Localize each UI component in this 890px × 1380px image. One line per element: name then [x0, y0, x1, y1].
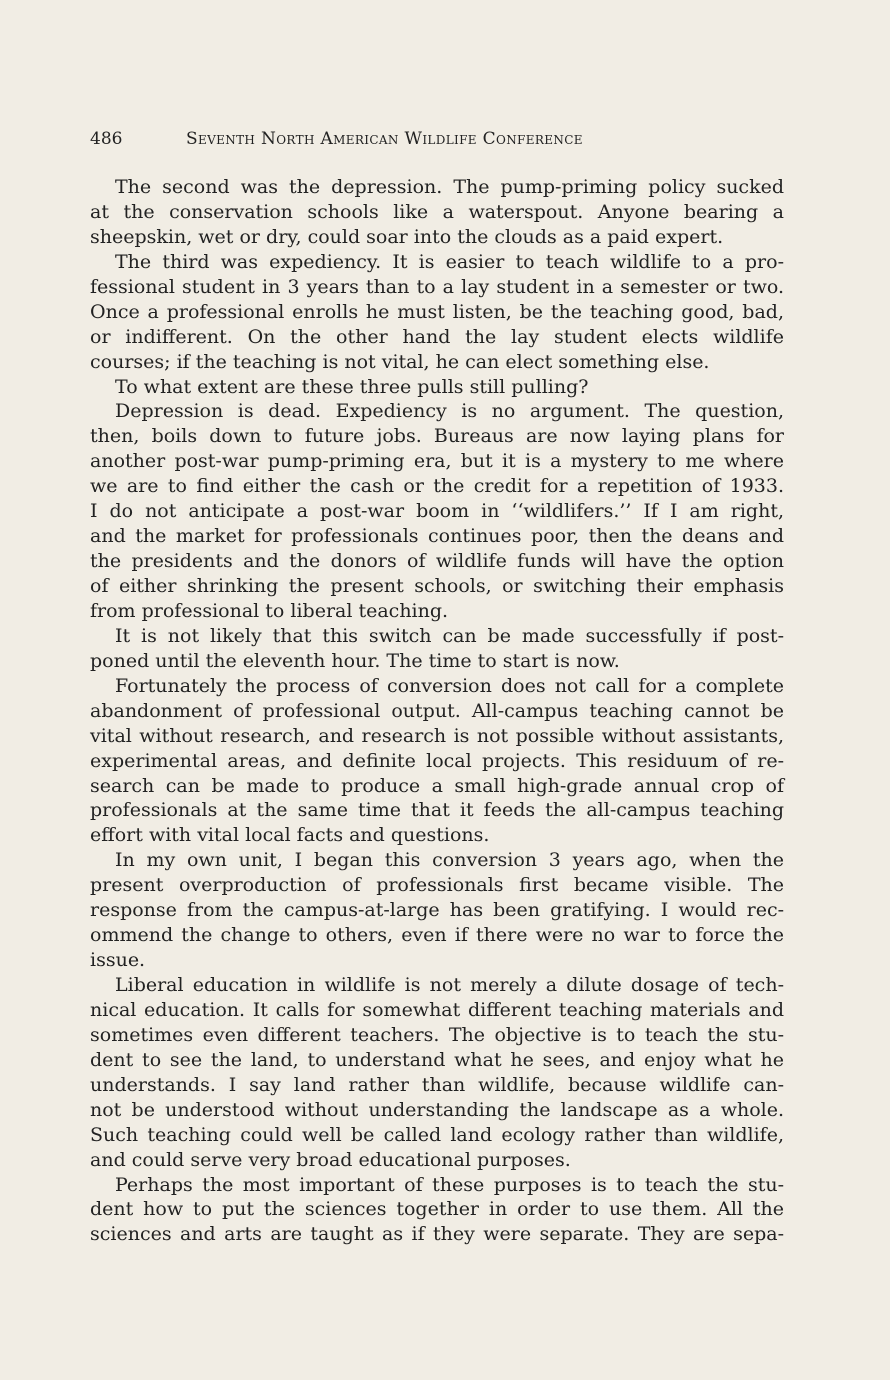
text-line: experimental areas, and definite local projects. This residuum of re-	[90, 749, 784, 772]
text-line: or indifferent. On the other hand the lay student elects wildlife	[90, 325, 784, 348]
text-line: courses; if the teaching is not vital, he can elect something else.	[90, 350, 710, 373]
text-line: the presidents and the donors of wildlife funds will have the option	[90, 550, 784, 573]
text-line: I do not anticipate a post-war boom in ‘‘wildlifers.’’ If I am right,	[90, 500, 784, 523]
text-line: In my own unit, I began this conversion 3 years ago, when the	[115, 849, 784, 872]
text-line: Liberal education in wildlife is not merely a dilute dosage of tech-	[115, 974, 784, 996]
text-line: we are to find either the cash or the credit for a repetition of 1933.	[90, 475, 784, 498]
text-line: vital without research, and research is not possible without assistants,	[90, 724, 784, 747]
text-line: of either shrinking the present schools, or switching their emphasis	[90, 575, 784, 597]
text-line: and the market for professionals continues poor, then the deans and	[90, 525, 784, 548]
text-line: response from the campus-at-large has been gratifying. I would rec-	[90, 899, 784, 922]
text-line: abandonment of professional output. All-campus teaching cannot be	[90, 699, 784, 722]
text-line: sciences and arts are taught as if they were separate. They are sepa-	[90, 1223, 784, 1246]
text-line: The third was expediency. It is easier to teach wildlife to a pro-	[115, 250, 784, 273]
text-line: professionals at the same time that it feeds the all-campus teaching	[90, 799, 784, 822]
text-line: and could serve very broad educational purposes.	[90, 1148, 571, 1171]
text-line: The second was the depression. The pump-priming policy sucked	[115, 176, 784, 198]
text-line: then, boils down to future jobs. Bureaus are now laying plans for	[90, 425, 784, 448]
text-line: another post-war pump-priming era, but it is a mystery to me where	[90, 450, 784, 473]
text-line: It is not likely that this switch can be made successfully if post-	[115, 624, 784, 647]
text-line: dent how to put the sciences together in order to use them. All the	[90, 1198, 784, 1221]
text-line: ommend the change to others, even if there were no war to force the	[90, 924, 784, 947]
text-line: sheepskin, wet or dry, could soar into the clouds as a paid expert.	[90, 225, 724, 248]
text-line: search can be made to produce a small high-grade annual crop of	[90, 774, 784, 797]
text-line: fessional student in 3 years than to a lay student in a semester or two.	[90, 275, 784, 298]
text-line: understands. I say land rather than wildlife, because wildlife can-	[90, 1073, 784, 1096]
text-line: sometimes even different teachers. The objective is to teach the stu-	[90, 1023, 784, 1046]
text-line: at the conservation schools like a waterspout. Anyone bearing a	[90, 200, 784, 223]
text-line: Fortunately the process of conversion does not call for a complete	[115, 674, 784, 697]
text-line: from professional to liberal teaching.	[90, 599, 449, 622]
text-line: effort with vital local facts and questions.	[90, 824, 490, 847]
text-line: present overproduction of professionals first became visible. The	[90, 874, 784, 897]
text-line: Such teaching could well be called land ecology rather than wildlife,	[90, 1123, 784, 1146]
page-number: 486	[90, 129, 123, 149]
running-head	[90, 127, 690, 151]
body-text	[90, 175, 784, 1247]
text-line: To what extent are these three pulls still pulling?	[115, 375, 589, 398]
text-line: poned until the eleventh hour. The time to start is now.	[90, 649, 620, 672]
text-line: Perhaps the most important of these purposes is to teach the stu-	[115, 1173, 784, 1196]
text-line: not be understood without understanding the landscape as a whole.	[90, 1098, 784, 1121]
text-line: Depression is dead. Expediency is no argument. The question,	[115, 400, 784, 423]
journal-title: Seventh North American Wildlife Conference	[186, 129, 583, 149]
text-line: dent to see the land, to understand what he sees, and enjoy what he	[90, 1048, 784, 1071]
text-line: issue.	[90, 949, 146, 972]
text-line: nical education. It calls for somewhat different teaching materials and	[90, 998, 784, 1021]
text-line: Once a professional enrolls he must listen, be the teaching good, bad,	[90, 300, 784, 323]
